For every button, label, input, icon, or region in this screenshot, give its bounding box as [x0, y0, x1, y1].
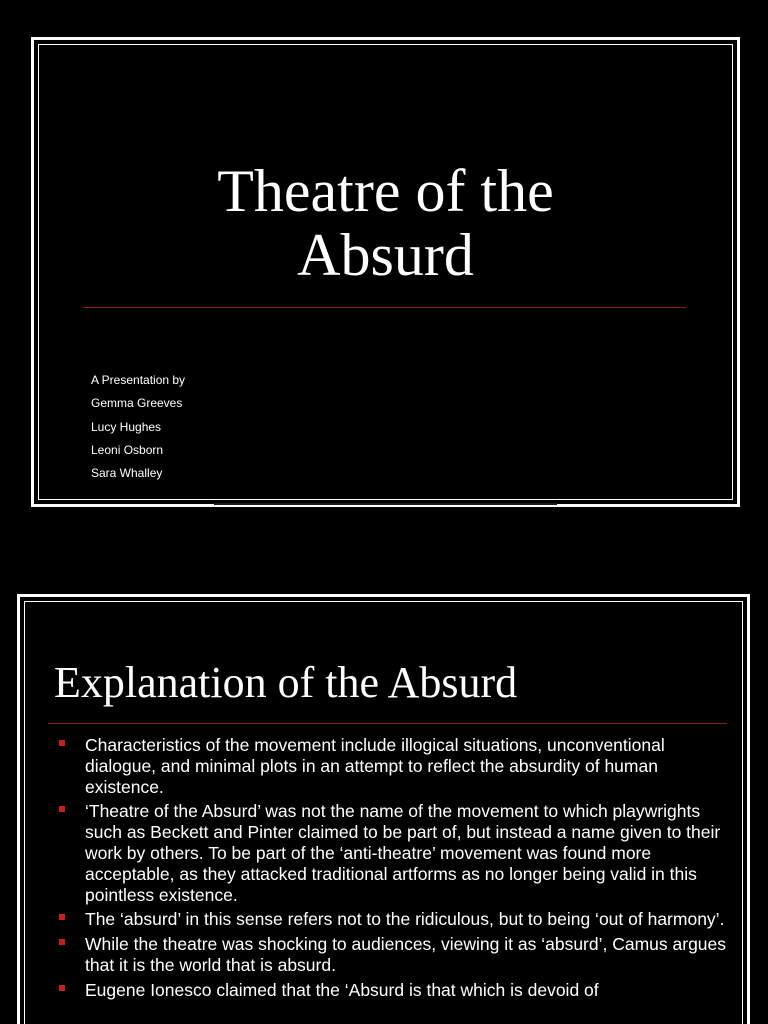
presentation-title — [39, 159, 732, 287]
presenter-line: Lucy Hughes — [91, 419, 162, 434]
bullet-item — [57, 980, 727, 1001]
square-bullet-icon — [59, 985, 65, 991]
bullet-text: ‘Theatre of the Absurd’ was not the name of the movement to which playwrights such as Beckett and Pinter claimed to be part of, but instead a name given to their work by others. To be part of the ‘anti-theatre’ movement was found more acceptable, as they attacked traditional artforms as no longer being valid in this pointless existence. — [85, 801, 721, 905]
square-bullet-icon — [59, 740, 65, 746]
bullet-item — [57, 909, 727, 930]
slide-edge-shadow — [214, 503, 557, 505]
title-line-2: Absurd — [297, 222, 474, 288]
presenter-list — [91, 371, 185, 487]
presenter-line: Sara Whalley — [91, 466, 163, 481]
title-slide-frame — [38, 44, 733, 500]
bullet-item — [57, 801, 727, 905]
square-bullet-icon — [59, 939, 65, 945]
bullet-text: Characteristics of the movement include illogical situations, unconventional dialogue, and minimal plots in an attempt to reflect the absurdity of human existence. — [85, 735, 665, 797]
bullet-text: The ‘absurd’ in this sense refers not to the ridiculous, but to being ‘out of harmony’. — [85, 909, 725, 930]
title-divider — [48, 723, 727, 724]
title-slide — [31, 37, 740, 507]
title-line-1: Theatre of the — [217, 158, 554, 224]
bullet-list — [57, 735, 727, 1005]
bullet-text: While the theatre was shocking to audiences, viewing it as ‘absurd’, Camus argues that it is the world that is absurd. — [85, 934, 727, 975]
bullet-text: Eugene Ionesco claimed that the ‘Absurd is that which is devoid of — [85, 979, 599, 1000]
bullet-item — [57, 735, 727, 797]
bullet-item — [57, 934, 727, 976]
presenter-line: Gemma Greeves — [91, 396, 183, 411]
presenter-line: A Presentation by — [91, 373, 186, 387]
presenter-line: Leoni Osborn — [91, 442, 164, 457]
square-bullet-icon — [59, 914, 65, 920]
title-divider — [83, 307, 686, 308]
explanation-slide — [17, 594, 750, 1024]
square-bullet-icon — [59, 806, 65, 812]
slide-title: Explanation of the Absurd — [54, 658, 518, 707]
